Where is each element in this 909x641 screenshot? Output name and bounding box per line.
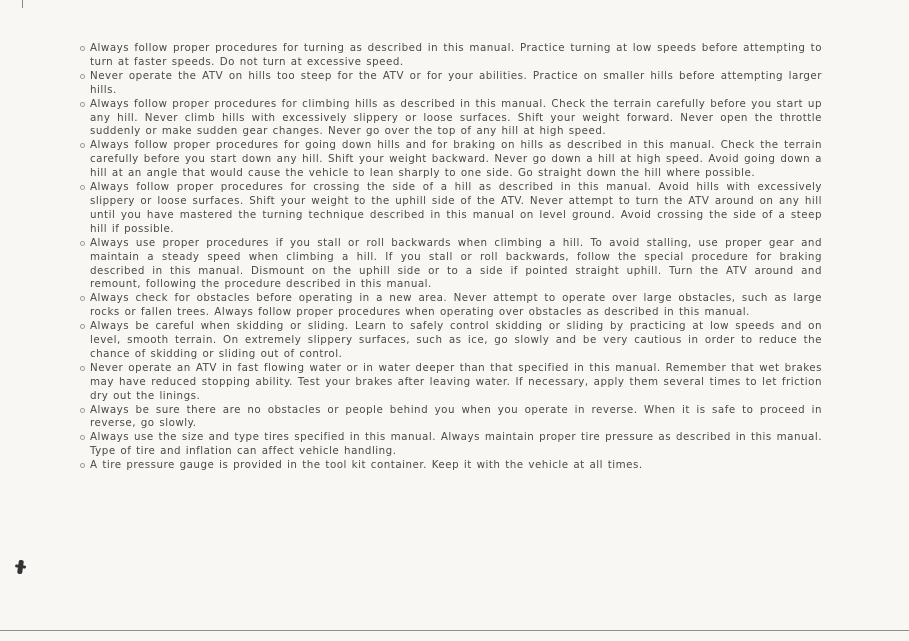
list-item — [78, 292, 822, 320]
list-item-text: Always follow proper procedures for turning as described in this manual. Practice turning at low speeds before attempting to turn at faster speeds. Do not turn at excessive speed. — [90, 42, 822, 68]
list-item — [78, 237, 822, 293]
list-item-text: Always follow proper procedures for going down hills and for braking on hills as described in this manual. Check the terrain carefully before you start down any hill. Shift your weight backward. Never go down a hill at high speed. Avoid going down a hill at an angle that would cause the vehicle to lean sharply to one side. Go straight down the hill where possible. — [90, 139, 822, 180]
list-item — [78, 181, 822, 237]
list-item — [78, 431, 822, 459]
bullet-icon — [80, 463, 85, 468]
list-item-text: Never operate an ATV in fast flowing water or in water deeper than that specified in this manual. Remember that wet brakes may have reduced stopping ability. Test your brakes after leaving water. If necessary, apply them several times to let friction dry out the linings. — [90, 361, 822, 402]
list-item — [78, 362, 822, 404]
bullet-icon — [80, 46, 85, 51]
bullet-icon — [80, 366, 85, 371]
list-item-text: Always follow proper procedures for climbing hills as described in this manual. Check the terrain carefully before you start up any hill. Never climb hills with excessively slippery or loose surfaces. Shift your weight forward. Never open the throttle suddenly or make sudden gear changes. Never go over the top of any hill at high speed. — [90, 97, 822, 138]
safety-instructions-list — [78, 42, 822, 473]
bullet-icon — [80, 74, 85, 79]
list-item — [78, 320, 822, 362]
list-item-text: Always follow proper procedures for crossing the side of a hill as described in this manual. Avoid hills with excessively slippery or loose surfaces. Shift your weight to the uphill side of the ATV. Never attempt to turn the ATV around on any hill until you have mastered the turning technique described in this manual on level ground. Avoid crossing the side of a steep hill if possible. — [90, 181, 822, 235]
list-item-text: Always use proper procedures if you stall or roll backwards when climbing a hill. To avoid stalling, use proper gear and maintain a steady speed when climbing a hill. If you stall or roll backwards, follow the special procedure for braking described in this manual. Dismount on the uphill side or to a side if pointed straight uphill. Turn the ATV around and remount, following the procedure described in this manual. — [90, 236, 822, 291]
list-item-text: Always be sure there are no obstacles or people behind you when you operate in reverse. When it is safe to proceed in reverse, go slowly. — [90, 403, 822, 430]
list-item — [78, 404, 822, 432]
bullet-icon — [80, 296, 85, 301]
bullet-icon — [80, 143, 85, 148]
list-item-text: Always use the size and type tires specified in this manual. Always maintain proper tire pressure as described in this manual. Type of tire and inflation can affect vehicle handling. — [90, 431, 822, 458]
list-item-text: A tire pressure gauge is provided in the tool kit container. Keep it with the vehicle at all times. — [90, 459, 643, 472]
list-item — [78, 98, 822, 140]
list-item — [78, 42, 822, 70]
list-item — [78, 459, 822, 473]
bullet-icon — [80, 408, 85, 413]
list-item-text: Never operate the ATV on hills too steep for the ATV or for your abilities. Practice on smaller hills before attempting larger hills. — [90, 69, 822, 96]
bullet-icon — [80, 435, 85, 440]
margin-ink-mark — [17, 560, 24, 575]
bullet-icon — [80, 102, 85, 107]
list-item-text: Always be careful when skidding or sliding. Learn to safely control skidding or sliding by practicing at low speeds and on level, smooth terrain. On extremely slippery surfaces, such as ice, go slowly and be very cautious in order to reduce the chance of skidding or sliding out of control. — [90, 320, 822, 360]
list-item-text: Always check for obstacles before operating in a new area. Never attempt to operate over large obstacles, such as large rocks or fallen trees. Always follow proper procedures when operating over obstacles as described in this manual. — [90, 292, 822, 319]
bullet-icon — [80, 185, 85, 190]
list-item — [78, 70, 822, 98]
page-bottom-rule — [0, 630, 909, 631]
bullet-icon — [80, 241, 85, 246]
list-item — [78, 139, 822, 181]
corner-mark — [22, 0, 23, 8]
bullet-icon — [80, 324, 85, 329]
